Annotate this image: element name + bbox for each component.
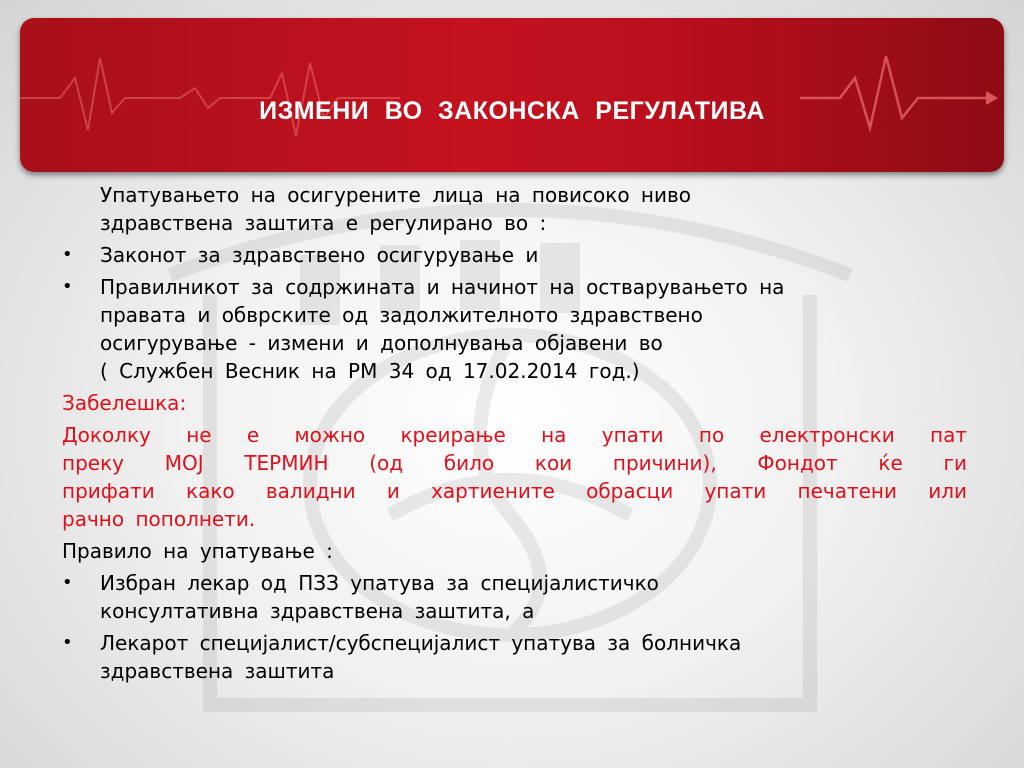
ecg-heartbeat-icon bbox=[20, 18, 1004, 172]
list-item bbox=[62, 241, 967, 269]
list-item bbox=[62, 569, 967, 625]
bullet-icon: • bbox=[62, 572, 73, 593]
note-line: рачно пополнети. bbox=[62, 507, 256, 531]
bullet-icon: • bbox=[62, 276, 73, 297]
intro-line: Упатувањето на осигурените лица на повисоко ниво bbox=[100, 183, 692, 207]
bullet-icon: • bbox=[62, 632, 73, 653]
title-banner bbox=[20, 18, 1004, 172]
slide-title: ИЗМЕНИ ВО ЗАКОНСКА РЕГУЛАТИВА bbox=[259, 97, 765, 125]
note-line: прифати како валидни и хартиените обрасци упати печатени или bbox=[62, 479, 967, 503]
note-line: Доколку не е можно креирање на упати по електронски пат bbox=[62, 423, 967, 447]
list-item-text: Избран лекар од ПЗЗ упатува за специјалистичко bbox=[100, 571, 659, 595]
list-item-text: ( Службен Весник на РМ 34 од 17.02.2014 год.) bbox=[100, 359, 640, 383]
list-item bbox=[62, 629, 967, 685]
list-item-text: Законот за здравствено осигурување и bbox=[100, 243, 539, 267]
list-item-text: осигурување - измени и дополнувања објавени во bbox=[100, 331, 663, 355]
list-item-text: Правилникот за содржината и начинот на остварувањето на bbox=[100, 275, 785, 299]
list-item-text: консултативна здравствена заштита, а bbox=[100, 599, 535, 623]
list-item-text: Лекарот специјалист/субспецијалист упатува за болничка bbox=[100, 631, 742, 655]
list-item-text: правата и обврските од задолжителното здравствено bbox=[100, 303, 703, 327]
rule-label: Правило на упатување : bbox=[62, 539, 333, 563]
list-item bbox=[62, 273, 967, 385]
intro-line: здравствена заштита е регулирано во : bbox=[100, 211, 547, 235]
note-line: преку МОЈ ТЕРМИН (од било кои причини), Фондот ќе ги bbox=[62, 451, 967, 475]
note-label: Забелешка: bbox=[62, 391, 187, 415]
bullet-icon: • bbox=[62, 244, 73, 265]
list-item-text: здравствена заштита bbox=[100, 659, 335, 683]
slide-content bbox=[62, 181, 967, 685]
